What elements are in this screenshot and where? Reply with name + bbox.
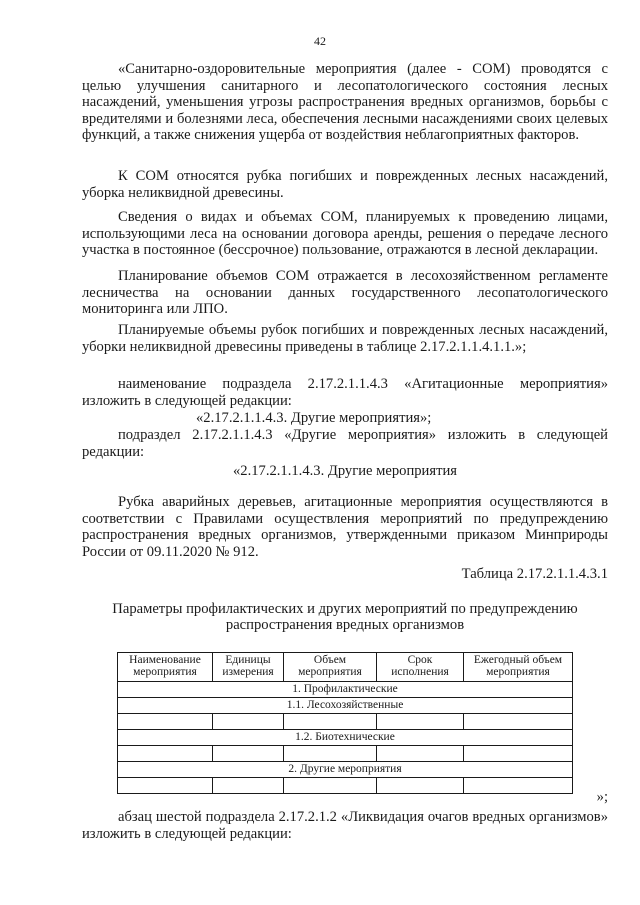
section-other: 2. Другие мероприятия bbox=[118, 762, 573, 778]
table-cell bbox=[284, 746, 377, 762]
paragraph-planned-volumes: Планируемые объемы рубок погибших и поврежденных лесных насаждений, уборки неликвидной древесины приведены в таблице 2.17.2.1.1.4.1.1.»; bbox=[82, 322, 608, 355]
table-number: Таблица 2.17.2.1.1.4.3.1 bbox=[461, 566, 608, 582]
paragraph-emergency-trees: Рубка аварийных деревьев, агитационные мероприятия осуществляются в соответствии с Правилами осуществления мероприятий по предупреждению распространения вредных организмов, утвержденными приказом Минприроды России от 09.11.2020 № 912. bbox=[82, 494, 608, 560]
table-cell bbox=[377, 714, 464, 730]
paragraph-som-includes: К СОМ относятся рубка погибших и поврежденных лесных насаждений, уборка неликвидной древесины. bbox=[82, 168, 608, 201]
table-title-line-1: Параметры профилактических и других мероприятий по предупреждению bbox=[112, 601, 578, 617]
page-number: 42 bbox=[314, 34, 326, 48]
table-cell bbox=[377, 746, 464, 762]
paragraph-som-definition: «Санитарно-оздоровительные мероприятия (далее - СОМ) проводятся с целью улучшения санитарного и лесопатологического состояния лесных насаждений, уменьшения угрозы распространения вредных организмов, борьбы с вредителями и болезнями леса, обеспечения лесными насаждениями своих целевых функций, а также снижения ущерба от воздействия неблагоприятных факторов. bbox=[82, 61, 608, 144]
table-cell bbox=[213, 746, 284, 762]
section-biotechnical: 1.2. Биотехнические bbox=[118, 730, 573, 746]
table-cell bbox=[118, 746, 213, 762]
table-row bbox=[118, 730, 573, 746]
table-row bbox=[118, 762, 573, 778]
table-cell bbox=[284, 714, 377, 730]
header-units: Единицы измерения bbox=[213, 653, 284, 682]
section-forestry: 1.1. Лесохозяйственные bbox=[118, 698, 573, 714]
table-row bbox=[118, 682, 573, 698]
paragraph-pest-liquidation: абзац шестой подраздела 2.17.2.1.2 «Ликвидация очагов вредных организмов» изложить в следующей редакции: bbox=[82, 809, 608, 842]
table-cell bbox=[213, 714, 284, 730]
closing-quote: »; bbox=[596, 789, 608, 805]
section-preventive: 1. Профилактические bbox=[118, 682, 573, 698]
table-row bbox=[118, 746, 573, 762]
table-row bbox=[118, 714, 573, 730]
table-cell bbox=[464, 714, 573, 730]
paragraph-som-planning: Планирование объемов СОМ отражается в лесохозяйственном регламенте лесничества на основании данных государственного лесопатологического мониторинга или ЛПО. bbox=[82, 268, 608, 318]
paragraph-subsection-edit: подраздел 2.17.2.1.1.4.3 «Другие мероприятия» изложить в следующей редакции: bbox=[82, 427, 608, 460]
paragraph-som-info: Сведения о видах и объемах СОМ, планируемых к проведению лицами, использующими леса на основании договора аренды, решения о передаче лесного участка в постоянное (бессрочное) пользование, отражаются в лесной декларации. bbox=[82, 209, 608, 259]
header-volume: Объем мероприятия bbox=[284, 653, 377, 682]
header-activity-name: Наименование мероприятия bbox=[118, 653, 213, 682]
table-cell bbox=[118, 714, 213, 730]
table-header-row bbox=[118, 653, 573, 682]
quoted-subsection-title: «2.17.2.1.1.4.3. Другие мероприятия»; bbox=[196, 410, 432, 426]
parameters-table bbox=[117, 652, 573, 794]
header-annual-volume: Ежегодный объем мероприятия bbox=[464, 653, 573, 682]
table-cell bbox=[464, 746, 573, 762]
table-title-line-2: распространения вредных организмов bbox=[225, 617, 465, 633]
table-row bbox=[118, 698, 573, 714]
subsection-heading: «2.17.2.1.1.4.3. Другие мероприятия bbox=[233, 463, 457, 479]
header-deadline: Срок исполнения bbox=[377, 653, 464, 682]
paragraph-subsection-rename: наименование подраздела 2.17.2.1.1.4.3 «Агитационные мероприятия» изложить в следующей редакции: bbox=[82, 376, 608, 409]
